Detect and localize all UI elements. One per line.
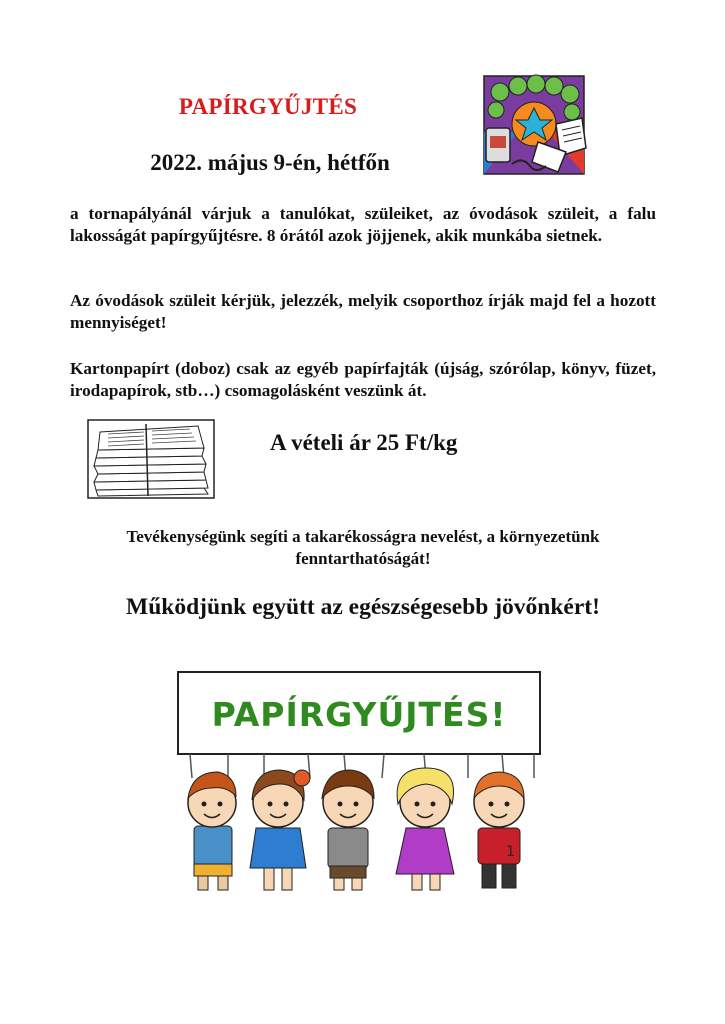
slogan: Működjünk együtt az egészségesebb jövőnkért! <box>126 594 600 620</box>
kid-5 <box>474 772 524 888</box>
shirt-number: 1 <box>506 844 515 860</box>
event-date: 2022. május 9-én, hétfőn <box>150 150 390 175</box>
newspaper-stack-icon <box>86 418 216 500</box>
paragraph-kindergarten: Az óvodások szüleit kérjük, jelezzék, melyik csoporthoz írják majd fel a hozott mennyiséget! <box>70 291 656 332</box>
banner-text: PAPÍRGYŰJTÉS! <box>211 695 507 734</box>
page-title: PAPÍRGYŰJTÉS <box>178 94 358 119</box>
recycle-clipart-icon <box>478 72 590 178</box>
closing-statement: Tevékenységünk segíti a takarékosságra nevelést, a környezetünk fenntarthatóságát! <box>126 527 600 568</box>
kid-3 <box>322 770 374 890</box>
paragraph-cardboard: Kartonpapírt (doboz) csak az egyéb papírfajták (újság, szórólap, könyv, füzet, irodapapírok, stb…) csomagolásként veszünk át. <box>70 359 656 400</box>
kids-holding-banner-illustration <box>172 668 552 898</box>
kid-4 <box>396 768 454 890</box>
kid-1 <box>188 772 236 890</box>
price-line: A vételi ár 25 Ft/kg <box>270 430 458 455</box>
paragraph-invitation: a tornapályánál várjuk a tanulókat, szüleiket, az óvodások szüleit, a falu lakosságát papírgyűjtésre. 8 órától azok jöjjenek, akik munkába sietnek. <box>70 204 656 245</box>
kid-2 <box>250 770 310 890</box>
